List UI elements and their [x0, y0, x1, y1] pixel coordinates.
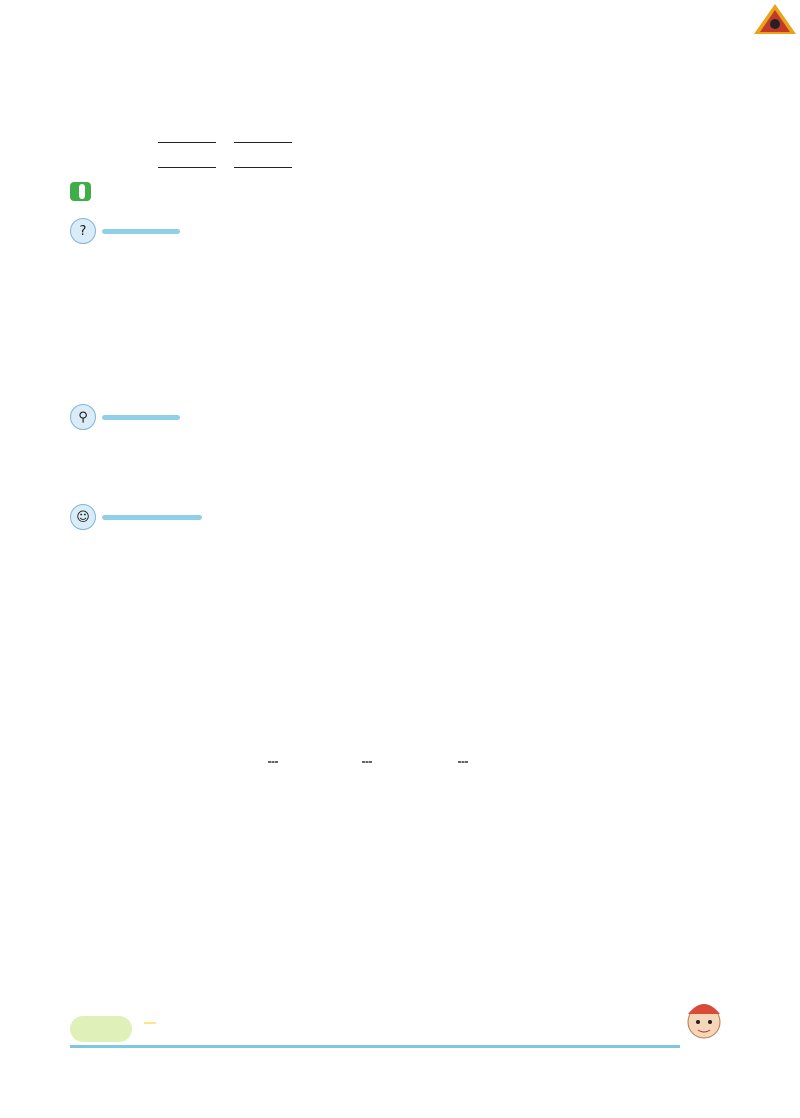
heading-underline [102, 415, 180, 420]
q2-title [70, 102, 134, 123]
teacher-icon: ☺ [70, 504, 96, 530]
answer-blank[interactable] [234, 141, 292, 143]
equation-box [458, 761, 468, 763]
q2-pinyin [98, 86, 128, 100]
footer-rule [70, 1045, 680, 1048]
heading-underline [102, 515, 202, 520]
clover-row-middle [262, 676, 552, 756]
knowledge-badge-number [79, 184, 85, 199]
answer-blank[interactable] [158, 141, 216, 143]
equation-box [268, 761, 278, 763]
book-title [144, 1022, 156, 1024]
magnifier-icon: ⚲ [70, 404, 96, 430]
page-number [70, 1016, 132, 1042]
answer-blank[interactable] [234, 166, 292, 168]
heading-underline [102, 229, 180, 234]
clover-row-svg [100, 282, 580, 362]
answer-blank[interactable] [158, 166, 216, 168]
solve-row-2 [100, 928, 600, 1008]
equation-box [362, 761, 372, 763]
mascot-icon [676, 992, 732, 1048]
clover-row-svg [262, 676, 552, 756]
question-icon: ? [70, 218, 96, 244]
knowledge-point-header [70, 182, 103, 201]
publisher-logo [752, 2, 798, 48]
footer [70, 1014, 730, 1054]
solve-row-1 [100, 846, 600, 926]
q2-line-2 [80, 153, 292, 173]
logo-icon [752, 2, 798, 36]
knowledge-badge [70, 182, 91, 201]
problem-section-header [70, 218, 184, 244]
solve-row-svg [100, 928, 600, 1008]
q2-line-1 [80, 128, 292, 148]
info-section-header [70, 404, 180, 430]
solve-row-svg [100, 846, 600, 926]
teacher-section-header [70, 504, 202, 530]
clover-row-top [100, 282, 580, 362]
